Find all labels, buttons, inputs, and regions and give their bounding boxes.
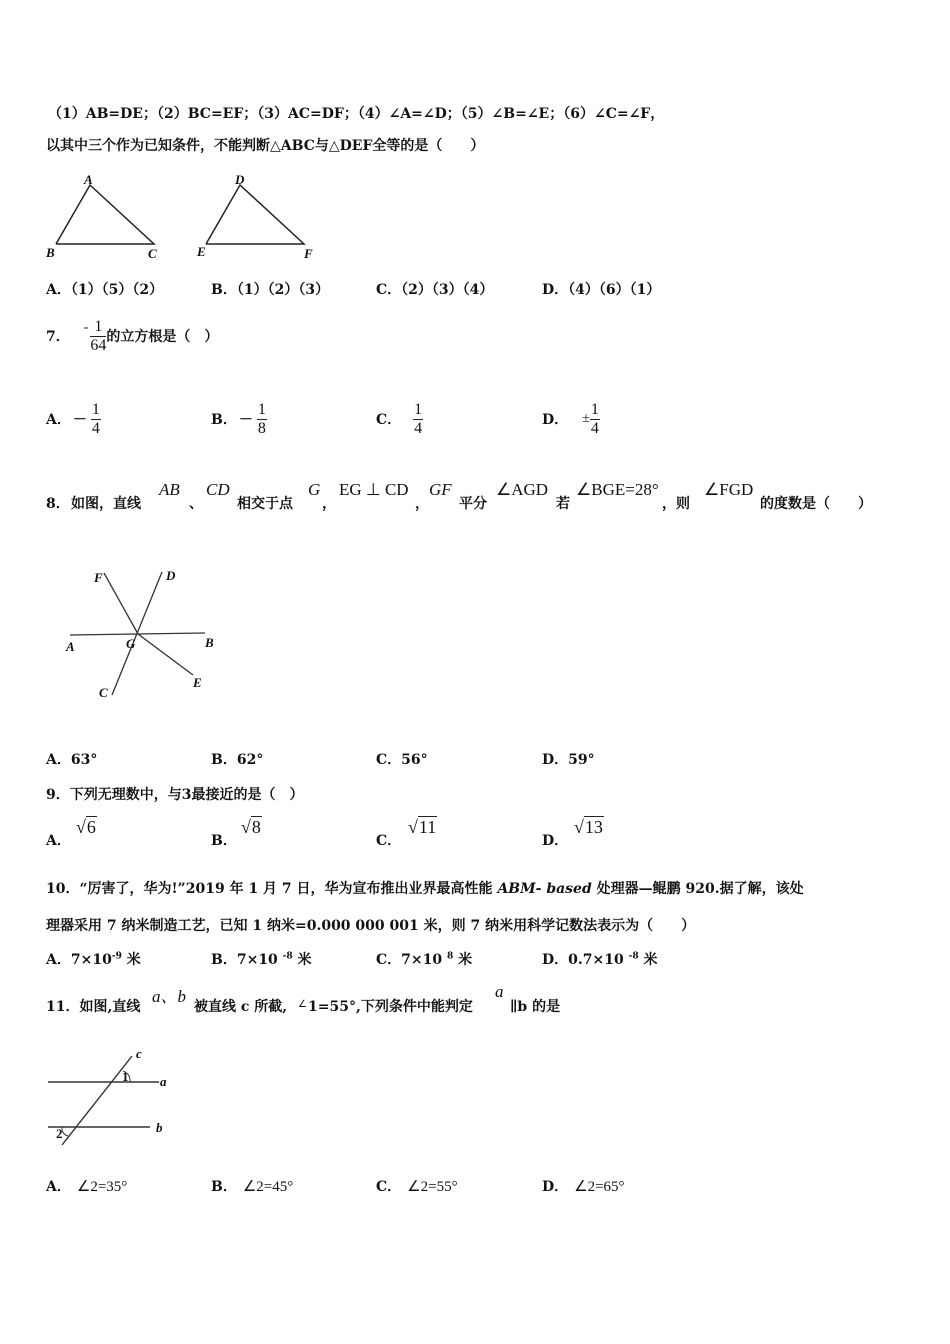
q11-figure: [44, 1046, 184, 1150]
q7-option-c[interactable]: C． $\frac{1}{4}$: [376, 400, 423, 437]
q10-option-d[interactable]: D．0.7×10 $^{-8}$ 米: [542, 951, 658, 968]
q6-option-c[interactable]: C．（2）（3）（4）: [376, 282, 494, 298]
label-d: D: [166, 568, 176, 583]
q7-stem: 7． - $\frac{1}{64}$ 的立方根是（ ）: [46, 317, 219, 354]
label-a: a: [160, 1074, 167, 1089]
q9-stem: 9．下列无理数中，与3最接近的是（ ）: [46, 787, 304, 803]
label-e: E: [193, 675, 202, 690]
q8-option-a[interactable]: A．63°: [46, 752, 98, 768]
ray-gf: [104, 573, 138, 634]
label-b: B: [205, 635, 214, 650]
label-angle-1: 1: [122, 1069, 129, 1084]
q10-stem-line1: 10．“厉害了，华为!”2019 年 1 月 7 日，华为宣布推出业界最高性能 ABM- based 处理器—鲲鹏 920.据了解，该处: [46, 881, 804, 897]
label-f: F: [94, 570, 103, 585]
q7-option-b[interactable]: B． － $\frac{1}{8}$: [211, 400, 266, 437]
label-g: G: [126, 636, 136, 651]
label-angle-2: 2: [56, 1126, 63, 1141]
label-c: C: [99, 685, 108, 700]
q8-option-d[interactable]: D．59°: [542, 752, 595, 768]
q10-option-a[interactable]: A．$7\times 10^{-9}$ 米: [46, 951, 141, 968]
label-a: A: [84, 172, 93, 187]
q10-option-c[interactable]: C．7×10 $^8$ 米: [376, 951, 473, 968]
q8-option-b[interactable]: B．62°: [211, 752, 264, 768]
q11-option-c[interactable]: C． ∠2=55°: [376, 1179, 458, 1195]
q8-figure: [60, 565, 220, 705]
q7-option-d[interactable]: D． ± $\frac{1}{4}$: [542, 400, 599, 437]
label-c: c: [136, 1046, 142, 1061]
q6-option-a[interactable]: A．（1）（5）（2）: [46, 282, 164, 298]
triangle-abc: [56, 185, 154, 244]
q6-figure: [42, 168, 342, 264]
label-d: D: [235, 172, 245, 187]
q6-stem: 以其中三个作为已知条件，不能判断△ABC与△DEF全等的是（ ）: [46, 138, 485, 154]
q11-option-b[interactable]: B． ∠2=45°: [211, 1179, 294, 1195]
q7-option-a[interactable]: A． － $\frac{1}{4}$: [46, 400, 100, 437]
q7-fraction: $\frac{1}{64}$: [90, 317, 107, 354]
angle-2-arc: [62, 1127, 68, 1136]
q8-option-c[interactable]: C．56°: [376, 752, 428, 768]
ray-ge: [138, 634, 193, 675]
q11-option-a[interactable]: A． ∠2=35°: [46, 1179, 128, 1195]
label-b: B: [46, 245, 55, 260]
label-e: E: [197, 244, 206, 259]
q10-stem-line2: 理器采用 7 纳米制造工艺，已知 1 纳米=0.000 000 001 米，则 7 纳米用科学记数法表示为（ ）: [46, 918, 696, 934]
label-b: b: [156, 1120, 163, 1135]
label-a: A: [66, 639, 75, 654]
q10-option-b[interactable]: B．7×10 $^{-8}$ 米: [211, 951, 312, 968]
q6-option-d[interactable]: D．（4）（6）（1）: [542, 282, 661, 298]
label-f: F: [304, 246, 313, 261]
q6-conditions: （1）AB=DE；（2）BC=EF；（3）AC=DF；（4）∠A=∠D；（5）∠B=∠E；（6）∠C=∠F，: [48, 106, 665, 122]
triangle-def: [206, 185, 304, 244]
q11-option-d[interactable]: D． ∠2=65°: [542, 1179, 625, 1195]
label-c: C: [148, 246, 157, 261]
q6-option-b[interactable]: B．（1）（2）（3）: [211, 282, 330, 298]
